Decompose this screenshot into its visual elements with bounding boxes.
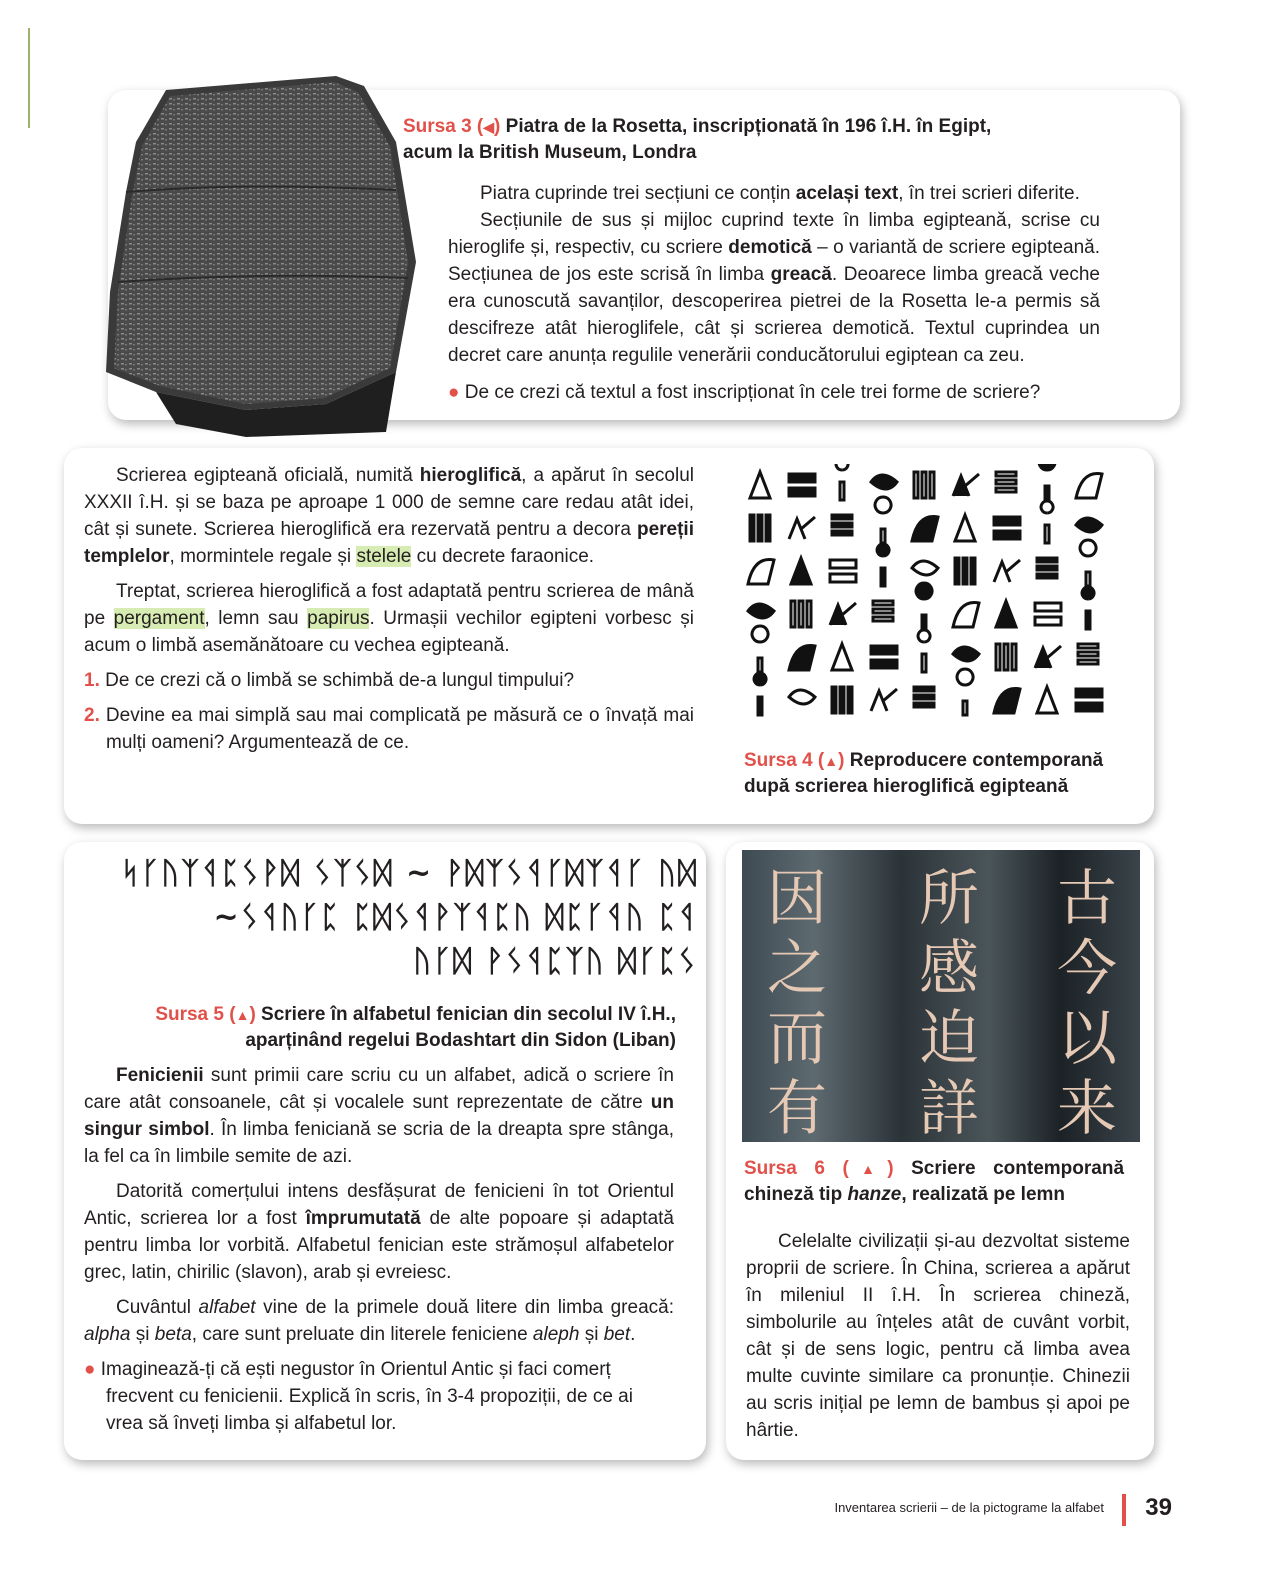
hieroglyph-symbol: [914, 687, 934, 707]
question-1: 1. De ce crezi că o limbă se schimbă de-a lungul timpului?: [84, 670, 575, 691]
hieroglyph-symbol: [912, 561, 938, 575]
rosetta-stone-image: [96, 72, 426, 442]
source3-caption: Sursa 3 (◀) Piatra de la Rosetta, inscripționată în 196 î.H. în Egipt, acum la British Museum, Londra: [403, 116, 992, 163]
hieroglyphs-image: [742, 464, 1114, 726]
hieroglyph-symbol: [789, 646, 815, 671]
source5-label: Sursa 5 (: [155, 1004, 236, 1025]
hieroglyph-symbol: [791, 558, 811, 584]
page-number: 39: [1145, 1494, 1172, 1521]
up-arrow-icon: ▲: [235, 1007, 250, 1023]
hieroglyph-symbol: [754, 673, 766, 715]
source6-text: Celelalte civilizații și-au dezvoltat sisteme proprii de scriere. În China, scrierea a apărut în mileniul II î.H. În scrierea chineză, simbolurile au înțeles atât de cuvânt vorbit, cât și de sens logic, pentru că limba avea multe cuvinte similare ca pronunție. Chinezii au scris inițial pe lemn de bambus și apoi pe hârtie.: [746, 1231, 1130, 1441]
hieroglyph-symbol: [871, 689, 897, 711]
hieroglyph-symbol: [953, 474, 979, 496]
hieroglyph-symbol: [789, 517, 815, 539]
source5-card: [64, 842, 706, 1460]
source3-text: Piatra cuprinde trei secțiuni ce conțin același text, în trei scrieri diferite. Secțiunile de sus și mijloc cuprind texte în limba egipteană, scrise cu hieroglife și, respectiv, cu scriere demotică – o variantă de scriere egipteană. Secțiunea de jos este scrisă în limba greacă. Deoarece limba greacă veche era cunoscută savanților, descoperirea pietrei de la Rosetta le-a permis să descifreze atât hieroglifele, cât și scrierea demotică. Textul cuprindea un decret care anunța regulile venerării conducătorului egiptean ca zeu.: [448, 183, 1100, 366]
hieroglyph-symbol: [1076, 518, 1102, 532]
hieroglyph-symbol: [957, 669, 973, 715]
hieroglyph-symbol: [914, 472, 934, 498]
highlight-stelele: stelele: [356, 546, 412, 567]
hieroglyph-symbol: [916, 583, 932, 629]
highlight-papirus: papirus: [307, 608, 370, 629]
hieroglyph-symbol: [871, 475, 897, 489]
hieroglyph-symbol: [789, 690, 815, 704]
hieroglyph-symbol: [953, 603, 979, 628]
source3-caption-line1: Piatra de la Rosetta, inscripționată în 196 î.H. în Egipt,: [505, 116, 992, 137]
hieroglyph-card: [64, 448, 1154, 824]
source6-label: Sursa 6 (: [744, 1158, 849, 1179]
hieroglyph-symbol: [996, 601, 1016, 627]
phoenician-script-image: ᛋᚴᚢᛉᛩᛈᛊᚹᛞ ᛊᛉᛊᛞ ~ ᚹᛞᛉᛊᛩᚴᛞᛉᛩᚴ ᚢᛞ ~ᛊᛩᚢᚴᛈ ᛈᛞᛊᛩᚹᛉᛩᛈᚢ ᛞᛈᚴᛩᚢ ᛈᛩ ᚢᚴᛞ ᚹᛊᛩᛈᛉᚢ ᛞᚴᛈᛊ: [121, 856, 698, 979]
highlight-pergament: pergament: [113, 608, 205, 629]
hieroglyph-symbol: [752, 626, 768, 672]
page-footer: [760, 1490, 1180, 1530]
hieroglyph-symbol: [953, 647, 979, 661]
footer-divider: [1122, 1494, 1126, 1526]
hieroglyph-symbol: [1037, 558, 1057, 578]
source6-card: [726, 842, 1154, 1460]
hieroglyph-symbol: [994, 517, 1020, 539]
hieroglyph-symbol: [750, 472, 770, 498]
hieroglyph-symbol: [748, 604, 774, 618]
hieroglyph-symbol: [830, 560, 856, 582]
hieroglyph-symbol: [996, 644, 1016, 670]
source5-text: Fenicienii sunt primii care scriu cu un alfabet, adică o scriere în care atât consoanele, cât și vocalele sunt reprezentate de către un singur simbol. În limba feniciană se scria de la dreapta spre stânga, la fel ca în limbile semite de azi. Datorită comerțului intens desfășurat de fenicieni în tot Orientul Antic, scrierea lor a fost împrumutată de alte popoare și adaptată pentru limba lor vorbită. Alfabetul fenician este strămoșul alfabetelor grec, latin, chirilic (slavon), arab și evreiesc. Cuvântul alfabet vine de la primele două litere din limba greacă: alpha și beta, care sunt preluate din literele feniciene aleph și bet. ● Imaginează-ți că ești negustor în Orientul Antic și faci comerț frecvent cu fenicienii. Explică în scris, în 3-4 propoziții, de ce ai vrea să înveți limba și alfabetul lor.: [84, 1062, 674, 1437]
up-arrow-icon: ▲: [848, 1161, 888, 1177]
source3-question: ● De ce crezi că textul a fost inscripționat în cele trei forme de scriere?: [448, 382, 1041, 403]
up-arrow-icon: ▲: [824, 753, 839, 769]
hieroglyph-symbol: [789, 474, 815, 496]
source5-caption: Sursa 5 (▲) Scriere în alfabetul fenician din secolul IV î.H., aparținând regelui Bodashtart din Sidon (Liban): [155, 1004, 676, 1051]
hieroglyph-symbol: [955, 515, 975, 541]
bullet-icon: ●: [84, 1359, 96, 1380]
hieroglyph-symbol: [918, 630, 930, 672]
hieroglyph-symbol: [871, 646, 897, 668]
left-arrow-icon: ◀: [483, 119, 495, 135]
source4-label: Sursa 4 (: [744, 750, 825, 771]
hieroglyph-symbol: [1082, 587, 1094, 629]
hieroglyph-symbol: [750, 515, 770, 541]
hieroglyph-symbol: [830, 603, 856, 625]
hieroglyph-symbol: [1037, 687, 1057, 713]
hieroglyph-symbol: [873, 601, 893, 621]
hieroglyph-symbol: [1078, 644, 1098, 664]
hieroglyph-symbol: [875, 497, 891, 543]
hieroglyph-symbol: [994, 689, 1020, 714]
hieroglyph-symbol: [1041, 501, 1053, 543]
chapter-title: Inventarea scrierii – de la pictograme la alfabet: [834, 1500, 1104, 1515]
hieroglyph-symbol: [832, 515, 852, 535]
margin-line: [28, 28, 30, 128]
hieroglyph-symbol: [877, 544, 889, 586]
source3-caption-line2: acum la British Museum, Londra: [403, 142, 697, 163]
hieroglyph-symbol: [994, 560, 1020, 582]
hieroglyph-text: Scrierea egipteană oficială, numită hieroglifică, a apărut în secolul XXXII î.H. și se baza pe aproape 1 000 de semne care redau atât idei, cât și sunete. Scrierea hieroglifică era rezervată pentru a decora pereții templelor, mormintele regale și stelele cu decrete faraonice. Treptat, scrierea hieroglifică a fost adaptată pentru scrierea de mână pe pergament, lemn sau papirus. Urmașii vechilor egipteni vorbesc și acum o limbă asemănătoare cu vechea egipteană. 1. De ce crezi că o limbă se schimbă de-a lungul timpului? 2. Devine ea mai simplă sau mai complicată pe măsură ce o învață mai mulți oameni? Argumentează de ce.: [84, 462, 694, 756]
hieroglyph-symbol: [1035, 603, 1061, 625]
hieroglyph-symbol: [791, 601, 811, 627]
source5-task: ● Imaginează-ți că ești negustor în Orientul Antic și faci comerț frecvent cu fenicienii. Explică în scris, în 3-4 propoziții, de ce ai vrea să înveți limba și alfabetul lor.: [84, 1359, 633, 1434]
hieroglyph-symbol: [1076, 689, 1102, 711]
source4-caption: Sursa 4 (▲) Reproducere contemporană după scrierea hieroglifică egipteană: [744, 750, 1104, 797]
hieroglyph-symbol: [836, 464, 848, 500]
hieroglyph-symbol: [996, 472, 1016, 492]
hieroglyph-symbol: [1080, 540, 1096, 586]
hieroglyph-symbol: [1076, 474, 1102, 499]
hieroglyph-symbol: [1039, 464, 1055, 500]
hieroglyph-symbol: [1035, 646, 1061, 668]
hieroglyph-symbol: [748, 560, 774, 585]
source3-label: Sursa 3 (: [403, 116, 484, 137]
chinese-wood-carving-image: 古今以来 所感迫詳 因之而有: [742, 850, 1140, 1142]
source6-caption: Sursa 6 (▲) Scriere contemporană chineză tip hanze, realizată pe lemn: [744, 1158, 1125, 1205]
bullet-icon: ●: [448, 382, 460, 403]
question-2: 2. Devine ea mai simplă sau mai complicată pe măsură ce o învață mai mulți oameni? Argumentează de ce.: [84, 705, 694, 753]
hieroglyph-symbol: [832, 687, 852, 713]
hieroglyph-symbol: [912, 517, 938, 542]
hieroglyph-symbol: [955, 558, 975, 584]
hieroglyph-symbol: [832, 644, 852, 670]
